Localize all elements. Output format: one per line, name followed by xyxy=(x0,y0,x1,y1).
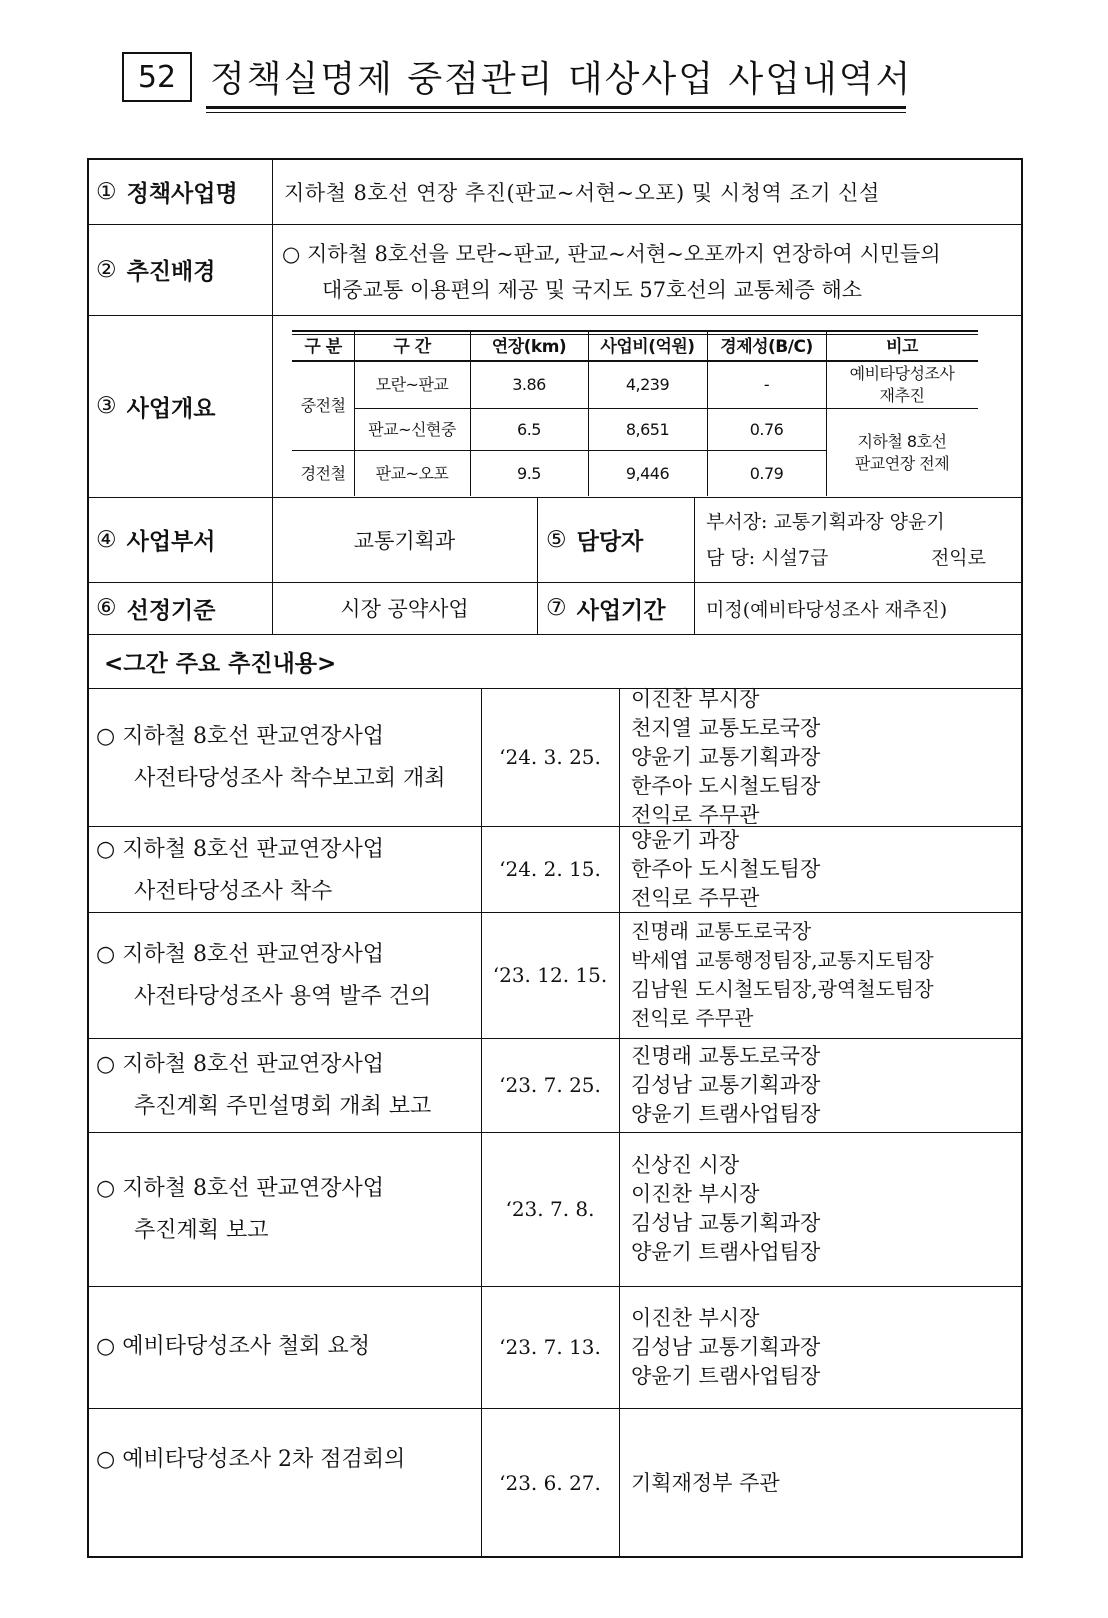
overview-table xyxy=(292,330,1010,506)
label-text: 정책사업명 xyxy=(126,181,238,207)
attendee: 이진찬 부시장 xyxy=(631,1305,760,1330)
attendee: 양윤기 트램사업팀장 xyxy=(631,1101,821,1126)
attendee: 전익로 주무관 xyxy=(631,1006,754,1030)
criteria-value: 시장 공약사업 xyxy=(340,597,469,621)
attendee: 신상진 시장 xyxy=(631,1153,740,1177)
history-people xyxy=(631,1408,780,1558)
history-date: ‘23. 6. 27. xyxy=(499,1471,601,1495)
group-label-light-rail: 경전철 xyxy=(300,463,346,483)
period-value: 미정(예비타당성조사 재추진) xyxy=(706,598,948,621)
history-line: ○ 예비타당성조사 2차 점검회의 xyxy=(96,1447,406,1472)
table-header: 연장(km) xyxy=(491,336,567,357)
manager-line: 부서장: 교통기획과장 양윤기 xyxy=(706,511,945,533)
history-line: ○ 지하철 8호선 판교연장사업 xyxy=(96,724,384,749)
label-number: ⑤ xyxy=(546,526,567,553)
table-cell: 0.79 xyxy=(749,463,784,483)
background-value xyxy=(282,236,941,308)
title-underline-thin xyxy=(206,112,906,113)
label-number: ⑥ xyxy=(96,595,117,621)
section-number: 52 xyxy=(122,52,192,102)
table-header: 구 간 xyxy=(393,336,431,357)
table-cell: 판교~오포 xyxy=(375,463,449,483)
policy-name-value: 지하철 8호선 연장 추진(판교~서현~오포) 및 시청역 조기 신설 xyxy=(284,180,880,205)
history-date: ‘23. 7. 8. xyxy=(505,1197,595,1221)
history-line: 추진계획 보고 xyxy=(134,1218,269,1243)
manager-rank: 담 당: 시설7급 xyxy=(706,547,829,569)
attendee: 천지열 교통도로국장 xyxy=(631,715,821,740)
attendee: 양윤기 교통기획과장 xyxy=(631,744,821,769)
history-line: 사전타당성조사 착수 xyxy=(134,879,333,904)
history-column-divider xyxy=(619,688,620,1558)
label-text: 사업개요 xyxy=(126,395,216,422)
table-header: 구 분 xyxy=(304,336,342,357)
history-date: ‘23. 7. 25. xyxy=(499,1073,601,1097)
label-text: 추진배경 xyxy=(126,259,216,285)
title-underline xyxy=(206,106,906,109)
table-cell: 0.76 xyxy=(749,419,784,439)
label-number: ③ xyxy=(96,393,117,419)
history-people xyxy=(631,1286,820,1408)
label-text: 담당자 xyxy=(576,529,644,555)
attendee: 전익로 주무관 xyxy=(631,802,760,827)
history-item-text xyxy=(96,1439,405,1481)
background-label xyxy=(96,224,272,315)
history-line: ○ 지하철 8호선 판교연장사업 xyxy=(96,1052,384,1077)
group-label-heavy-rail: 중전철 xyxy=(300,396,346,416)
label-text: 선정기준 xyxy=(126,597,216,624)
background-line: 대중교통 이용편의 제공 및 국지도 57호선의 교통체증 해소 xyxy=(322,278,863,302)
attendee: 양윤기 트램사업팀장 xyxy=(631,1240,821,1264)
table-header: 사업비(억원) xyxy=(600,336,695,357)
table-cell-note: 지하철 8호선 판교연장 전제 xyxy=(854,431,950,473)
attendee: 이진찬 부시장 xyxy=(631,686,760,711)
label-number: ④ xyxy=(96,526,117,553)
history-item-text xyxy=(96,1326,370,1368)
table-cell: - xyxy=(763,375,770,395)
dept-value: 교통기획과 xyxy=(353,528,456,553)
attendee: 김성남 교통기획과장 xyxy=(631,1334,821,1359)
attendee: 기획재정부 주관 xyxy=(631,1470,780,1495)
attendee: 김남원 도시철도팀장,광역철도팀장 xyxy=(631,977,934,1001)
attendee: 양윤기 트램사업팀장 xyxy=(631,1363,821,1388)
history-line: 사전타당성조사 착수보고회 개최 xyxy=(134,766,446,791)
history-date: ‘23. 7. 13. xyxy=(499,1335,601,1359)
column-divider xyxy=(694,497,695,634)
history-item-text xyxy=(96,1044,431,1128)
table-cell: 8,651 xyxy=(625,419,670,439)
attendee: 진명래 교통도로국장 xyxy=(631,919,812,943)
period-label xyxy=(546,582,694,634)
background-line: ○ 지하철 8호선을 모란~판교, 판교~서현~오포까지 연장하여 시민들의 xyxy=(282,242,941,266)
history-item-text xyxy=(96,829,384,913)
table-cell: 4,239 xyxy=(625,375,670,395)
attendee: 한주아 도시철도팀장 xyxy=(631,773,821,798)
history-line: 추진계획 주민설명회 개최 보고 xyxy=(134,1094,432,1119)
history-line: ○ 예비타당성조사 철회 요청 xyxy=(96,1334,370,1359)
attendee: 한주아 도시철도팀장 xyxy=(631,856,821,881)
table-cell: 6.5 xyxy=(517,419,541,439)
history-people xyxy=(631,826,820,912)
attendee: 양윤기 과장 xyxy=(631,827,740,852)
attendee: 박세엽 교통행정팀장,교통지도팀장 xyxy=(631,948,934,972)
history-item-text xyxy=(96,934,431,1018)
attendee: 김성남 교통기획과장 xyxy=(631,1072,821,1097)
manager-value xyxy=(706,504,986,576)
table-cell: 9,446 xyxy=(625,463,670,483)
table-cell: 9.5 xyxy=(517,463,541,483)
manager-name: 전익로 xyxy=(930,547,986,569)
history-date: ‘23. 12. 15. xyxy=(492,963,608,987)
policy-name-label xyxy=(96,159,272,224)
attendee: 김성남 교통기획과장 xyxy=(631,1211,821,1235)
table-header: 경제성(B/C) xyxy=(720,336,813,357)
criteria-label xyxy=(96,582,272,634)
history-item-text xyxy=(96,1168,384,1252)
label-text: 사업기간 xyxy=(576,597,666,624)
manager-line xyxy=(706,540,986,576)
history-item-text xyxy=(96,716,446,800)
history-people xyxy=(631,688,820,826)
column-divider xyxy=(537,497,538,634)
history-people xyxy=(631,1132,820,1286)
table-cell: 3.86 xyxy=(512,375,546,395)
table-cell: 판교~신현중 xyxy=(368,419,456,439)
history-people xyxy=(631,1038,820,1132)
attendee: 이진찬 부시장 xyxy=(631,1182,760,1206)
dept-label xyxy=(96,497,272,582)
history-date: ‘24. 3. 25. xyxy=(499,745,601,769)
history-people xyxy=(631,912,934,1038)
label-number: ② xyxy=(96,256,117,283)
label-number: ① xyxy=(96,178,117,205)
manager-label xyxy=(546,497,694,582)
overview-label xyxy=(96,315,272,497)
attendee: 전익로 주무관 xyxy=(631,885,760,910)
table-rule xyxy=(292,330,978,332)
label-number: ⑦ xyxy=(546,595,567,621)
label-text: 사업부서 xyxy=(126,529,216,555)
table-cell: 모란~판교 xyxy=(375,375,449,395)
document-title: 정책실명제 중점관리 대상사업 사업내역서 xyxy=(210,58,913,100)
table-header: 비고 xyxy=(886,336,918,357)
history-line: ○ 지하철 8호선 판교연장사업 xyxy=(96,837,384,862)
history-line: 사전타당성조사 용역 발주 건의 xyxy=(134,984,432,1009)
table-cell-note: 예비타당성조사 재추진 xyxy=(849,364,955,405)
history-title: <그간 주요 추진내용> xyxy=(104,650,337,677)
history-date: ‘24. 2. 15. xyxy=(499,857,601,881)
history-line: ○ 지하철 8호선 판교연장사업 xyxy=(96,1176,384,1201)
history-line: ○ 지하철 8호선 판교연장사업 xyxy=(96,942,384,967)
attendee: 진명래 교통도로국장 xyxy=(631,1043,821,1068)
